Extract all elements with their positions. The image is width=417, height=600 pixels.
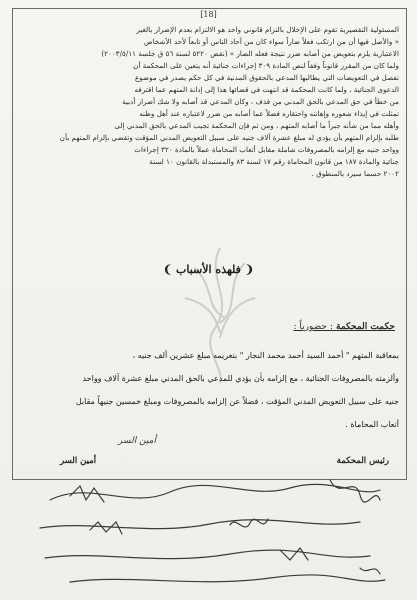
body-line: تمثلت في إيذاء شعوره وإهانته واحتقاره فضلاً عما أصابه من ضرر لاعتباره عند أهل وطنه (139, 109, 399, 118)
signature-row (60, 456, 389, 470)
judgment-heading (293, 322, 395, 332)
body-line: المسئولية التقصيرية تقوم على الإخلال بالتزام قانوني واحد هو الالتزام بعدم الإضرار بالغير (136, 25, 399, 34)
body-line: وأهله مما من شأنه جبراً ما أصابه المتهم ، ومن ثم فإن المحكمة تجيب المدعي بالحق المدني إلى (114, 121, 399, 130)
handwritten-annotations (30, 470, 400, 598)
secretary-signature-label: أمين السر (60, 456, 97, 466)
judgment-heading-suffix: : حضورياً : (293, 322, 333, 332)
body-line: « والأصل فيها أن من ارتكب فعلاً ضاراً سواء كان من آحاد الناس أو تابعاً لأحد الأشخاص (144, 37, 399, 46)
verdict-line: أتعاب المحاماة . (345, 420, 399, 429)
verdict-line: بمعاقبة المتهم " أحمد السيد أحمد محمد النجار " بتغريمه مبلغ عشرين ألف جنيه ، (132, 351, 399, 360)
verdict-text (18, 344, 399, 436)
verdict-line: وألزمته بالمصروفات الجنائية ، مع إلزامه بأن يؤدي للمدعي بالحق المدني مبلغ عشرة آلاف وواحد (82, 374, 399, 383)
judge-signature-label: رئيس المحكمة (336, 456, 389, 466)
secretary-signature-note: أمين السر (118, 436, 156, 446)
body-line: طلبه بإلزام المتهم بأن يؤدي له مبلغ عشرة آلاف جنيه على سبيل التعويض المدني المؤقت وتقضي بإلزام المتهم بأن (59, 133, 399, 142)
body-line: جنائية والمادة ١٨٧ من قانون المحاماة رقم ١٧ لسنة ٨٣ والمستبدلة بالقانون ١٠ لسنة (149, 157, 399, 166)
body-line: الدعوى الجنائية ، ولما كانت المحكمة قد انتهت في قضائها هذا إلى إدانة المتهم عما اقترفه (134, 85, 399, 94)
body-line: من خطأ في حق المدعي بالحق المدني من قذف ، وكان المدعي قد أصابه ولا شك أضرار أدبية (122, 97, 399, 106)
body-line: ٢٠٠٢ حسما سيرد بالمنطوق . (311, 169, 399, 178)
verdict-line: جنيه على سبيل التعويض المدني المؤقت ، فضلاً عن إلزامه بالمصروفات ومبلغ خمسين جنيهاً مقابل (75, 397, 399, 406)
body-line: تفصل في التعويضات التي يطالبها المدعي بالحقوق المدنية في كل حكم يصدر في موضوع (135, 73, 399, 82)
page-number: [18] (200, 10, 217, 19)
judgment-heading-text: حكمت المحكمة (336, 322, 395, 332)
body-line: الاعتبارية يلزم بتعويض من أصابه ضرر نتيجة فعله الضار » (نقض ٥٢٢٠ لسنة ٥٦ ق جلسة ٢٠٠٣/٥/١١) (101, 49, 399, 58)
body-line: ولما كان من المقرر قانوناً وفقاً لنص المادة ٣٠٩ إجراءات جنائية أنه يتعين على المحكمة أن (133, 61, 399, 70)
reasoning-body (18, 24, 399, 180)
body-line: وواحد جنيه مع إلزامه بالمصروفات شاملة مقابل أتعاب المحاماة عملاً بالمادة ٣٢٠ إجراءات (134, 145, 399, 154)
reasons-heading: ❨ فلهذه الأسباب ❩ (162, 263, 254, 276)
